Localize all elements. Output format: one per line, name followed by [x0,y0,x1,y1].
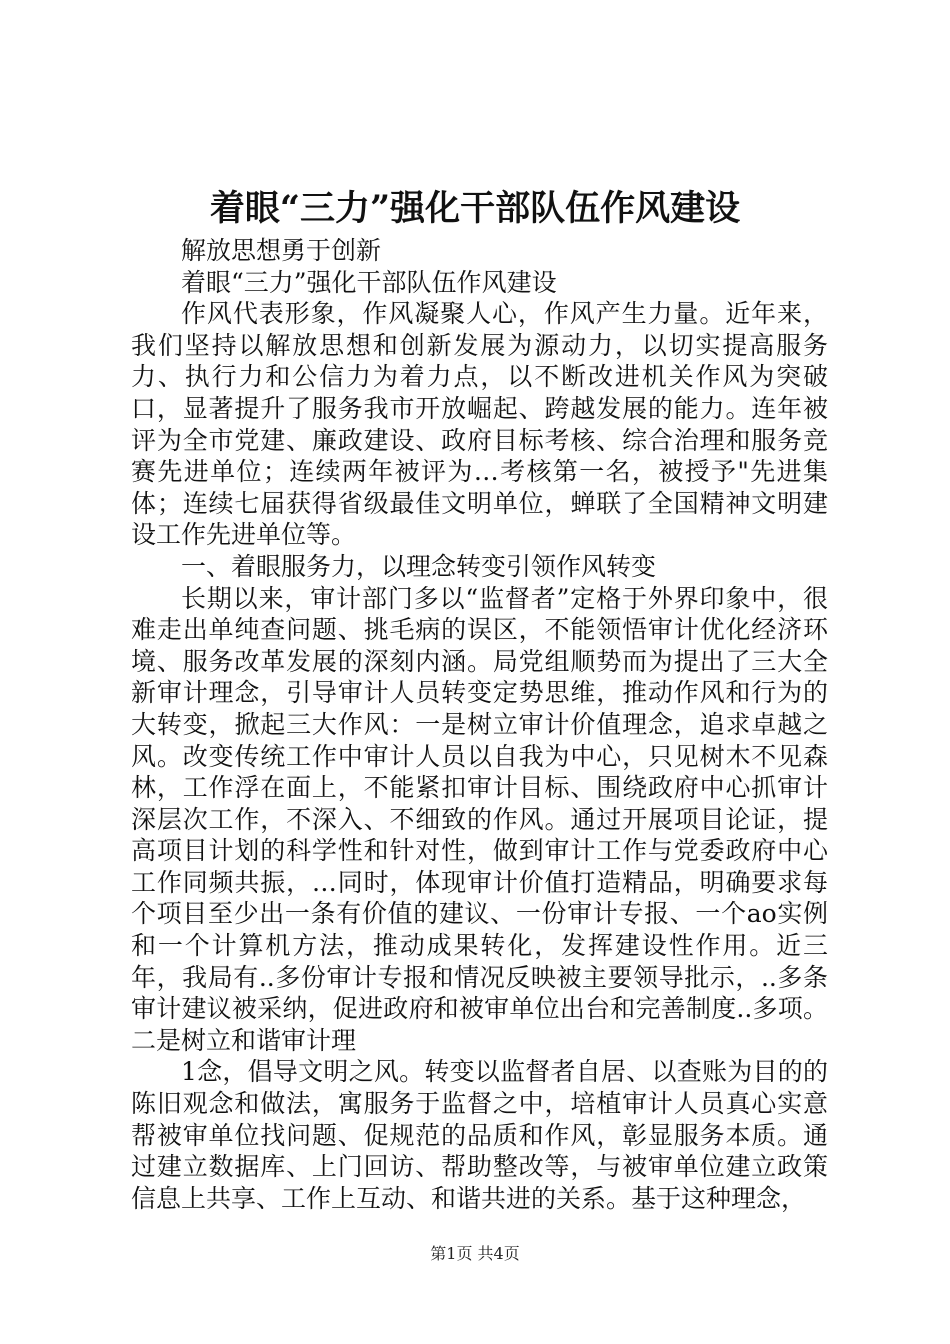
document-title: 着眼“三力”强化干部队伍作风建设 [209,188,741,229]
intro-paragraph: 作风代表形象，作风凝聚人心，作风产生力量。近年来，我们坚持以解放思想和创新发展为源动力，以切实提高服务力、执行力和公信力为着力点，以不断改进机关作风为突破口，显著提升了服务我市开放崛起、跨越发展的能力。连年被评为全市党建、廉政建设、政府目标考核、综合治理和服务竞赛先进单位；连续两年被评为…考核第一名，被授予"先进集体；连续七届获得省级最佳文明单位，蝉联了全国精神文明建设工作先进单位等。 [131,299,828,550]
section-heading: 一、着眼服务力，以理念转变引领作风转变 [181,551,657,581]
body-paragraph: 1念，倡导文明之风。转变以监督者自居、以查账为目的的陈旧观念和做法，寓服务于监督之中，培植审计人员真心实意帮被审单位找问题、促规范的品质和作风，彰显服务本质。通过建立数据库、上门回访、帮助整改等，与被审单位建立政策信息上共享、工作上互动、和谐共进的关系。基于这种理念， [131,1057,828,1213]
heading-paragraph: 着眼“三力”强化干部队伍作风建设 [181,267,557,297]
body-paragraph: 长期以来，审计部门多以“监督者”定格于外界印象中，很难走出单纯查问题、挑毛病的误区，不能领悟审计优化经济环境、服务改革发展的深刻内涵。局党组顺势而为提出了三大全新审计理念，引导审计人员转变定势思维，推动作风和行为的大转变，掀起三大作风：一是树立审计价值理念，追求卓越之风。改变传统工作中审计人员以自我为中心，只见树木不见森林，工作浮在面上，不能紧扣审计目标、围绕政府中心抓审计深层次工作，不深入、不细致的作风。通过开展项目论证，提高项目计划的科学性和针对性，做到审计工作与党委政府中心工作同频共振，…同时，体现审计价值打造精品，明确要求每个项目至少出一条有价值的建议、一份审计专报、一个ao实例和一个计算机方法，推动成果转化，发挥建设性作用。近三年，我局有..多份审计专报和情况反映被主要领导批示，..多条审计建议被采纳，促进政府和被审单位出台和完善制度..多项。二是树立和谐审计理 [131,583,828,1055]
document-body [131,235,828,1214]
subtitle-paragraph: 解放思想勇于创新 [181,236,382,265]
page-footer: 第1页 共4页 [430,1244,520,1263]
